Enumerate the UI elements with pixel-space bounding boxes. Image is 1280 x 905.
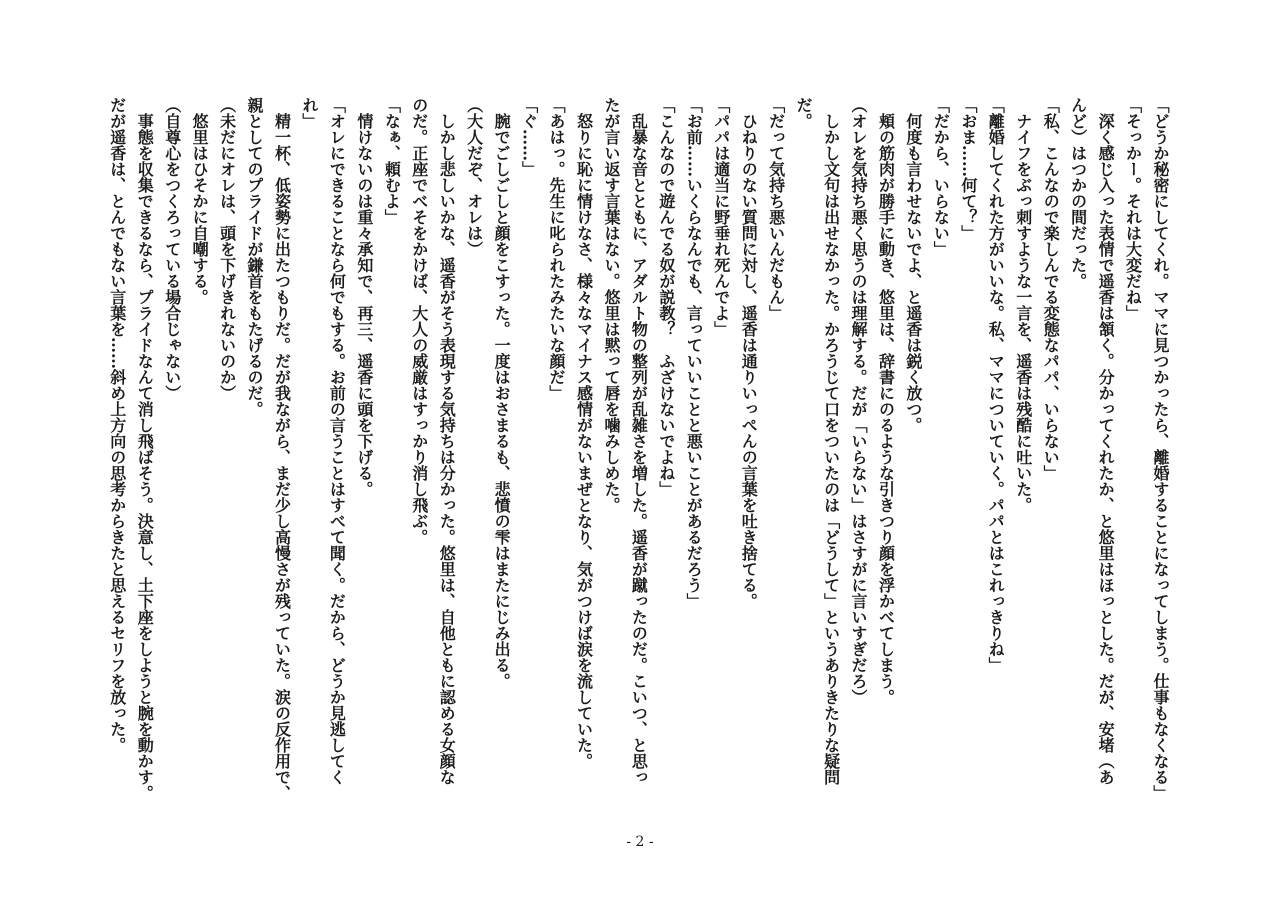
text-line: 「どうか秘密にしてくれ。ママに見つかったら、離婚することになってしまう。仕事もなくなる」 (1151, 97, 1170, 801)
text-line: 「お前……いくらなんでも、言っていいことと悪いことがあるだろう」 (684, 97, 704, 609)
text-line: ナイフをぶっ刺すような一言を、遥香は残酷に吐いた。 (1013, 113, 1033, 513)
text-line: しかし文句は出せなかった。かろうじて口をついたのは「どうして」というありきたりな疑問 (821, 113, 841, 785)
text-line: 「パパは適当に野垂れ死んでよ」 (711, 97, 731, 337)
text-line: ひねりのない質問に対し、遥香は通りいっぺんの言葉を吐き捨てる。 (739, 113, 759, 609)
vertical-text-body (103, 97, 1174, 817)
text-line: 「おま……何て？」 (958, 97, 978, 241)
text-line: たが言い返す言葉はない。悠里は黙って唇を噛みしめた。 (601, 97, 621, 513)
text-line: 「離婚してくれた方がいいな。私、ママについていく。パパとはこれっきりね」 (986, 97, 1006, 673)
page-number: - 2 - (626, 834, 654, 850)
text-line: 深く感じ入った表情で遥香は頷く。分かってくれたか、と悠里はほっとした。だが、安堵（あ (1096, 113, 1116, 785)
text-line: （未だにオレは、頭を下げきれないのか） (217, 97, 237, 401)
text-line: んど）はつかの間だった。 (1068, 97, 1088, 289)
text-line: 何度も言わせないでよ、と遥香は鋭く放つ。 (903, 113, 923, 433)
text-line: 事態を収集できるなら、プライドなんて消し飛ばそう。決意し、土下座をしようと腕を動かす。 (135, 113, 155, 801)
text-line: （大人だぞ、オレは） (464, 97, 484, 257)
text-line: 「だって気持ち悪いんだもん」 (766, 97, 786, 321)
text-line: 「あはっ。先生に叱られたみたいな顔だ」 (547, 97, 567, 401)
text-line: 「ぐ……」 (519, 97, 539, 177)
text-line: 「だから、いらない」 (931, 97, 951, 257)
text-line: 精一杯、低姿勢に出たつもりだ。だが我ながら、まだ少し高慢さが残っていた。涙の反作用で、 (272, 113, 292, 801)
text-line: 「こんなので遊んでる奴が説教？ ふざけないでよね」 (656, 97, 676, 497)
text-line: 怒りに恥に情けなさ、様々なマイナス感情がないまぜとなり、気がつけば涙を流していた。 (574, 113, 594, 769)
text-line: 「私、こんなので楽しんでる変態なパパ、いらない」 (1041, 97, 1061, 481)
text-line: 「なぁ、頼むよ」 (382, 97, 402, 225)
text-line: 「そっかー。それは大変だね」 (1123, 97, 1143, 321)
text-line: 親としてのプライドが鎌首をもたげるのだ。 (245, 97, 265, 417)
text-line: だが遥香は、とんでもない言葉を……斜め上方向の思考からきたと思えるセリフを放った。 (107, 97, 127, 753)
text-line: 悠里はひそかに自嘲する。 (190, 113, 210, 305)
text-line: のだ。正座でべそをかけば、大人の威厳はすっかり消し飛ぶ。 (409, 97, 429, 545)
text-line: 「オレにできることなら何でもする。お前の言うことはすべて聞く。だから、どうか見逃してく (327, 97, 347, 785)
text-line: （オレを気持ち悪く思うのは理解する。だが「いらない」はさすがに言いすぎだろ） (849, 97, 869, 705)
text-line: 頬の筋肉が勝手に動き、悠里は、辞書にのるような引きつり顔を浮かべてしまう。 (876, 113, 896, 705)
text-line: 腕でごしごしと顔をこすった。一度はおさまるも、悲憤の雫はまたにじみ出る。 (492, 113, 512, 689)
text-line: （自尊心をつくろっている場合じゃない） (162, 97, 182, 401)
text-line: れ」 (299, 97, 319, 129)
text-line: 情けないのは重々承知で、再三、遥香に頭を下げる。 (354, 113, 374, 497)
text-line: だ。 (794, 97, 814, 129)
text-line: しかし悲しいかな、遥香がそう表現する気持ちは分かった。悠里は、自他ともに認める女顔な (437, 113, 457, 785)
text-line: 乱暴な音とともに、アダルト物の整列が乱雑さを増した。遥香が蹴ったのだ。こいつ、と思っ (629, 113, 649, 785)
